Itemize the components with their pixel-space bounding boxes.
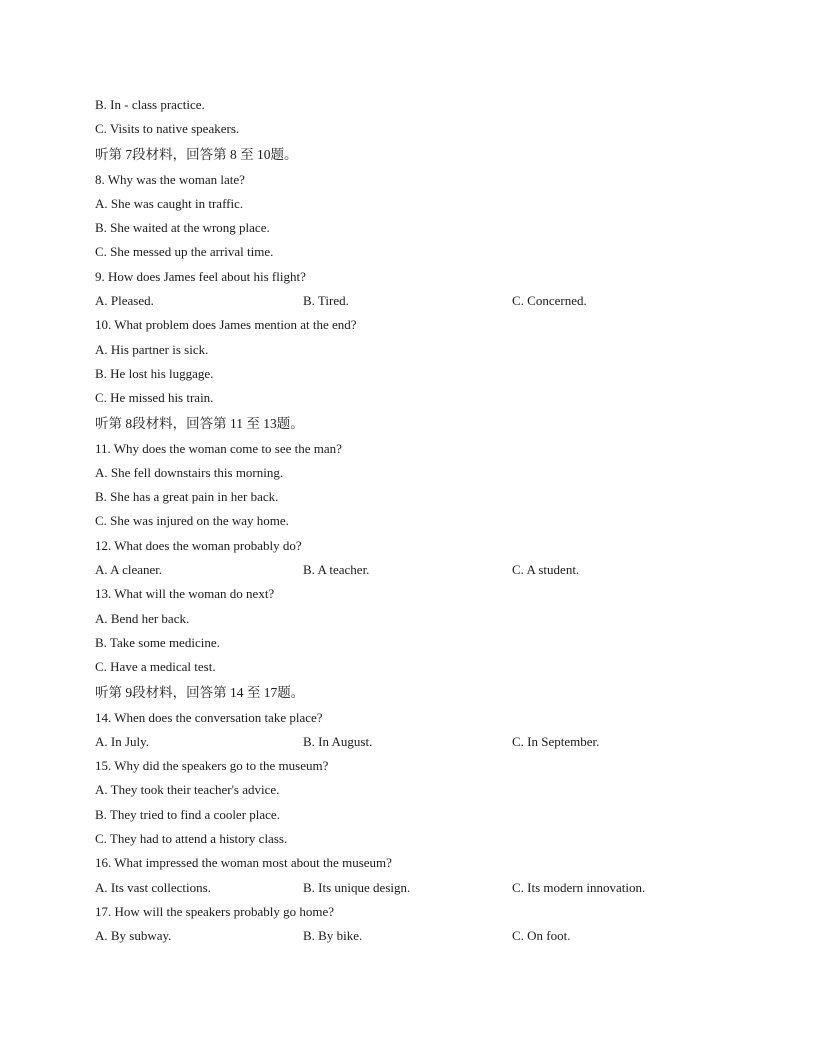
answer-option: C. In September. — [512, 733, 600, 749]
answer-option: B. A teacher. — [303, 562, 370, 578]
answer-option: A. By subway. — [95, 928, 172, 944]
answer-option: A. She fell downstairs this morning. — [95, 464, 284, 480]
answer-option: A. Pleased. — [95, 293, 154, 309]
question-text: 13. What will the woman do next? — [95, 586, 275, 602]
answer-option: C. Visits to native speakers. — [95, 121, 240, 137]
question-text: 15. Why did the speakers go to the museum? — [95, 758, 329, 774]
answer-option: B. She waited at the wrong place. — [95, 220, 270, 236]
answer-option: C. On foot. — [512, 928, 571, 944]
question-text: 16. What impressed the woman most about the museum? — [95, 855, 392, 871]
question-text: 8. Why was the woman late? — [95, 171, 245, 187]
section-instruction: 听第 7段材料，回答第 8 至 10题。 — [95, 146, 298, 162]
question-text: 14. When does the conversation take place? — [95, 709, 323, 725]
answer-option: C. She messed up the arrival time. — [95, 244, 274, 260]
answer-option: C. He missed his train. — [95, 390, 214, 406]
document-page — [95, 93, 735, 949]
answer-option: B. He lost his luggage. — [95, 365, 214, 381]
section-instruction: 听第 9段材料，回答第 14 至 17题。 — [95, 684, 305, 700]
answer-options-row — [95, 289, 735, 313]
answer-option: C. They had to attend a history class. — [95, 831, 288, 847]
question-text: 9. How does James feel about his flight? — [95, 268, 306, 284]
answer-option: B. By bike. — [303, 928, 363, 944]
answer-option: C. She was injured on the way home. — [95, 513, 289, 529]
answer-option: A. Its vast collections. — [95, 879, 211, 895]
answer-options-row — [95, 876, 735, 900]
question-text: 12. What does the woman probably do? — [95, 537, 302, 553]
answer-option: A. A cleaner. — [95, 562, 163, 578]
answer-options-row — [95, 924, 735, 948]
answer-option: B. They tried to find a cooler place. — [95, 806, 280, 822]
answer-option: C. A student. — [512, 562, 580, 578]
answer-option: B. Tired. — [303, 293, 349, 309]
question-text: 10. What problem does James mention at the end? — [95, 317, 357, 333]
answer-option: B. She has a great pain in her back. — [95, 489, 279, 505]
answer-options-row — [95, 730, 735, 754]
answer-option: A. Bend her back. — [95, 610, 190, 626]
answer-option: B. In August. — [303, 733, 373, 749]
answer-option: C. Concerned. — [512, 293, 587, 309]
question-text: 11. Why does the woman come to see the man? — [95, 440, 342, 456]
answer-option: A. She was caught in traffic. — [95, 195, 244, 211]
answer-option: B. In - class practice. — [95, 97, 205, 112]
answer-options-row — [95, 558, 735, 582]
answer-option: A. They took their teacher's advice. — [95, 782, 280, 798]
answer-option: B. Take some medicine. — [95, 634, 220, 650]
answer-option: C. Its modern innovation. — [512, 879, 646, 895]
answer-option: A. His partner is sick. — [95, 341, 209, 357]
answer-option: B. Its unique design. — [303, 879, 411, 895]
answer-option: A. In July. — [95, 733, 150, 749]
question-text: 17. How will the speakers probably go home? — [95, 903, 335, 919]
section-instruction: 听第 8段材料，回答第 11 至 13题。 — [95, 415, 304, 431]
answer-option: C. Have a medical test. — [95, 659, 216, 675]
